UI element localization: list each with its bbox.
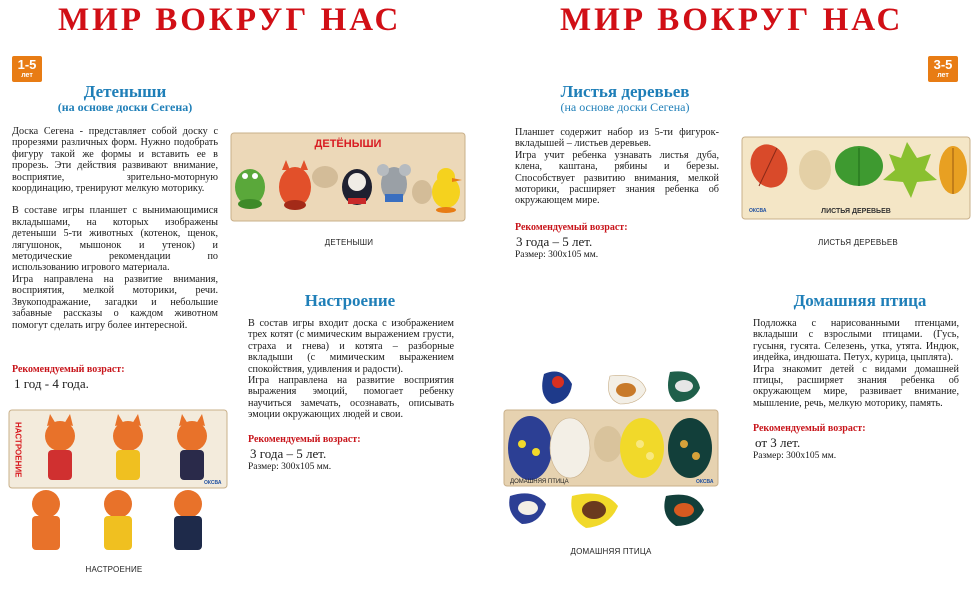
empty-leaf-slot — [799, 150, 831, 190]
oksva-brand: ОКСВА — [749, 208, 767, 214]
duck-piece — [664, 495, 704, 526]
detenyshi-subtitle: (на основе доски Сегена) — [57, 100, 193, 114]
nastroenie-title: Настроение — [304, 291, 396, 310]
happy-cat-piece — [174, 490, 202, 550]
ptitsa-age-value: от 3 лет. — [755, 435, 801, 450]
goslings-slot — [550, 418, 590, 478]
detenyshi-description — [12, 126, 218, 331]
turkey-piece — [571, 494, 618, 528]
empty-bird-slot — [594, 426, 622, 462]
listya-paragraph-2: Игра учит ребенка узнавать листья дуба, клена, каштана, рябины и березы. Способствует развитию внимания, мелкой моторики, расширяет знания ребенка об окружающем мире. — [515, 149, 719, 207]
chicks-slot — [620, 418, 664, 478]
nastroenie-caption: НАСТРОЕНИЕ — [85, 565, 143, 574]
ptitsa-size: Размер: 300х105 мм. — [753, 451, 837, 461]
age-badge-right — [928, 56, 958, 82]
listya-title: Листья деревьев — [560, 82, 690, 101]
oksva-brand: ОКСВА — [204, 480, 222, 486]
ptitsa-title: Домашняя птица — [793, 291, 927, 310]
spread-title-right: МИР ВОКРУГ НАС — [560, 2, 904, 38]
goose-piece — [509, 493, 546, 524]
detenyshi-paragraph-2: В составе игры планшет с вынимающимися вкладышами, на которых изображены детеныши 5-ти животных (котенок, щенок, лягушонок, мышонок и утенок) и методические рекомендации по использованию игрового материала. — [12, 205, 218, 274]
listya-age-label: Рекомендуемый возраст: — [515, 222, 628, 233]
detenyshi-age-value: 1 год - 4 года. — [14, 376, 89, 391]
nastroenie-paragraph-2: Игра направлена на развитие восприятия выражения эмоций, помогает ребенку научиться замечать, осознавать, описывать эмоции окружающих людей и свои. — [248, 375, 454, 421]
ducklings-slot — [508, 416, 552, 480]
nastroenie-board-label: НАСТРОЕНИЕ — [13, 422, 23, 478]
surprised-cat-piece — [104, 490, 132, 550]
spread-title-left: МИР ВОКРУГ НАС — [58, 2, 402, 38]
ptitsa-board-label: ДОМАШНЯЯ ПТИЦА — [510, 479, 569, 485]
ptitsa-board-image — [500, 364, 722, 534]
age-badge-unit: лет — [21, 72, 33, 79]
detenyshi-board-label: ДЕТЁНЫШИ — [314, 138, 382, 150]
nastroenie-age-value: 3 года – 5 лет. — [250, 446, 327, 461]
listya-description — [515, 127, 719, 207]
age-badge-left — [12, 56, 42, 82]
nastroenie-description — [248, 318, 454, 421]
age-badge-range: 3-5 — [933, 57, 953, 72]
nastroenie-paragraph-1: В состав игры входит доска с изображением трех котят (с мимическим выражением грусти, страха и гнева) и котята – разборные вкладыши (с мимическим выражением спокойствия, удивления и радости). — [248, 318, 454, 375]
ptitsa-paragraph-1: Подложка с нарисованными птенцами, вкладыши с взрослыми птицами. (Гусь, гусыня, гусята. Селезень, утка, утята. Индюк, индейка, индюшата. Петух, курица, цыплята). — [753, 318, 959, 364]
listya-age-value: 3 года – 5 лет. — [516, 234, 593, 249]
listya-paragraph-1: Планшет содержит набор из 5-ти фигурок-вкладышей – листьев деревьев. — [515, 127, 719, 150]
chestnut-leaf — [835, 146, 883, 186]
listya-subtitle: (на основе доски Сегена) — [560, 100, 690, 114]
oak-leaf — [939, 146, 967, 194]
nastroenie-board-image — [8, 408, 230, 558]
hen-piece — [608, 375, 646, 404]
detenyshi-caption: ДЕТЕНЫШИ — [324, 238, 374, 247]
listya-board-image — [741, 136, 971, 220]
age-badge-range: 1-5 — [17, 57, 37, 72]
listya-size: Размер: 300х105 мм. — [515, 250, 599, 260]
nastroenie-age-label: Рекомендуемый возраст: — [248, 434, 361, 445]
drake-piece — [668, 371, 700, 402]
turkey-chicks-slot — [668, 418, 712, 478]
detenyshi-paragraph-1: Доска Сегена - представляет собой доску с прорезями различных форм. Нужно подобрать фигуру такой же формы и вставить ее в прорезь. Эти действия развивают внимание, восприятие, зрительно-моторную координацию, тренируют мелкую моторику. — [12, 126, 218, 195]
nastroenie-size: Размер: 300х105 мм. — [248, 462, 332, 472]
listya-caption: ЛИСТЬЯ ДЕРЕВЬЕВ — [818, 238, 898, 247]
ptitsa-caption: ДОМАШНЯЯ ПТИЦА — [570, 547, 652, 556]
listya-board-label: ЛИСТЬЯ ДЕРЕВЬЕВ — [821, 208, 891, 215]
detenyshi-title: Детеныши — [83, 82, 167, 101]
ptitsa-age-label: Рекомендуемый возраст: — [753, 423, 866, 434]
age-badge-unit: лет — [937, 72, 949, 79]
detenyshi-age-label: Рекомендуемый возраст: — [12, 364, 125, 375]
ptitsa-description — [753, 318, 959, 409]
ptitsa-paragraph-2: Игра знакомит детей с видами домашней птицы, расширяет знания ребенка об окружающем мире, развивает внимание, мышление, речь, мелкую моторику, память. — [753, 363, 959, 409]
oksva-brand: ОКСВА — [696, 479, 714, 485]
detenyshi-paragraph-3: Игра направлена на развитие внимания, восприятия, мелкой моторики, речи. Звукоподражание, загадки и небольшие забавные рассказы о каждом животном помогут сделать игру более интересной. — [12, 273, 218, 331]
detenyshi-board-image — [230, 132, 466, 222]
calm-cat-piece — [32, 490, 60, 550]
rooster-piece — [542, 372, 572, 404]
